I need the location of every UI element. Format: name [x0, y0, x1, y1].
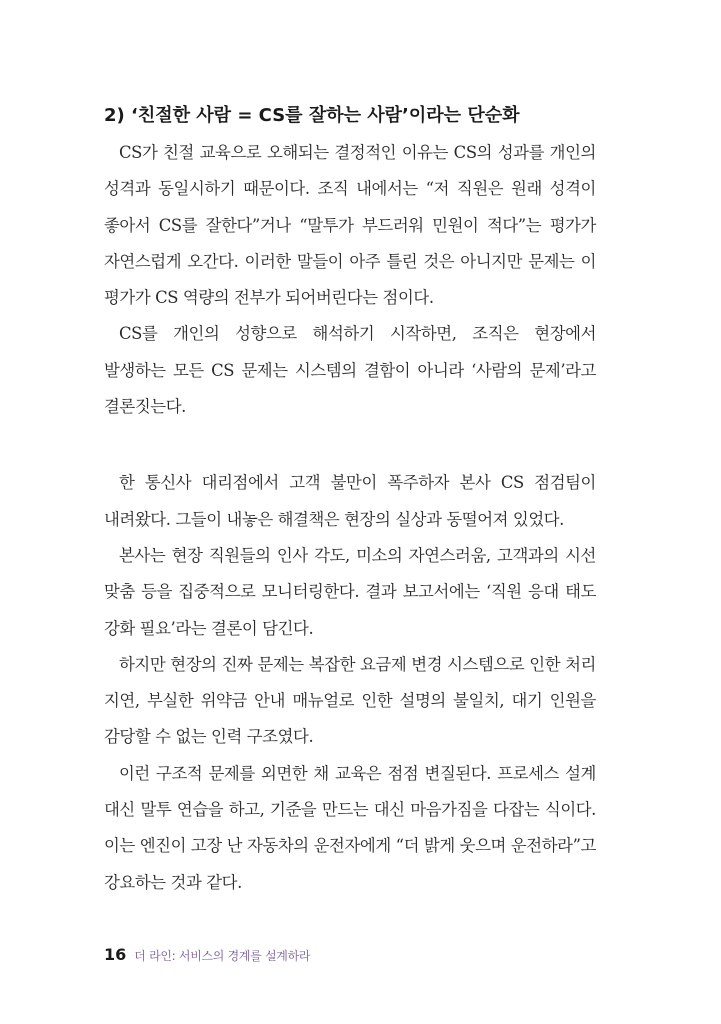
- paragraph: 한 통신사 대리점에서 고객 불만이 폭주하자 본사 CS 점검팀이 내려왔다. 그들이 내놓은 해결책은 현장의 실상과 동떨어져 있었다.: [104, 473, 596, 529]
- page-number: 16: [104, 945, 127, 964]
- paragraph-gap: [104, 425, 596, 465]
- paragraph: 하지만 현장의 진짜 문제는 복잡한 요금제 변경 시스템으로 인한 처리 지연, 부실한 위약금 안내 매뉴얼로 인한 설명의 불일치, 대기 인원을 감당할 수 없는 인력 구조였다.: [104, 654, 596, 747]
- paragraph: CS가 친절 교육으로 오해되는 결정적인 이유는 CS의 성과를 개인의 성격과 동일시하기 때문이다. 조직 내에서는 “저 직원은 원래 성격이 좋아서 CS를 잘한다”거나 “말투가 부드러워 민원이 적다”는 평가가 자연스럽게 오간다. 이러한 말들이 아주 틀린 것은 아니지만 문제는 이 평가가 CS 역량의 전부가 되어버린다는 점이다.: [104, 143, 596, 308]
- section-heading: 2) ‘친절한 사람 = CS를 잘하는 사람’이라는 단순화: [104, 105, 520, 126]
- book-page: [104, 0, 596, 1024]
- page-footer: [104, 945, 310, 969]
- paragraph: CS를 개인의 성향으로 해석하기 시작하면, 조직은 현장에서 발생하는 모든 CS 문제는 시스템의 결함이 아니라 ‘사람의 문제’라고 결론짓는다.: [104, 324, 596, 417]
- paragraph: 본사는 현장 직원들의 인사 각도, 미소의 자연스러움, 고객과의 시선 맞춤 등을 집중적으로 모니터링한다. 결과 보고서에는 ‘직원 응대 태도 강화 필요’라는 결론이 담긴다.: [104, 545, 596, 638]
- running-book-title: 더 라인: 서비스의 경계를 설계하라: [134, 949, 311, 963]
- paragraph: 이런 구조적 문제를 외면한 채 교육은 점점 변질된다. 프로세스 설계 대신 말투 연습을 하고, 기준을 만드는 대신 마음가짐을 다잡는 식이다. 이는 엔진이 고장 난 자동차의 운전자에게 “더 밝게 웃으며 운전하라”고 강요하는 것과 같다.: [104, 763, 596, 892]
- body-text: [104, 135, 596, 901]
